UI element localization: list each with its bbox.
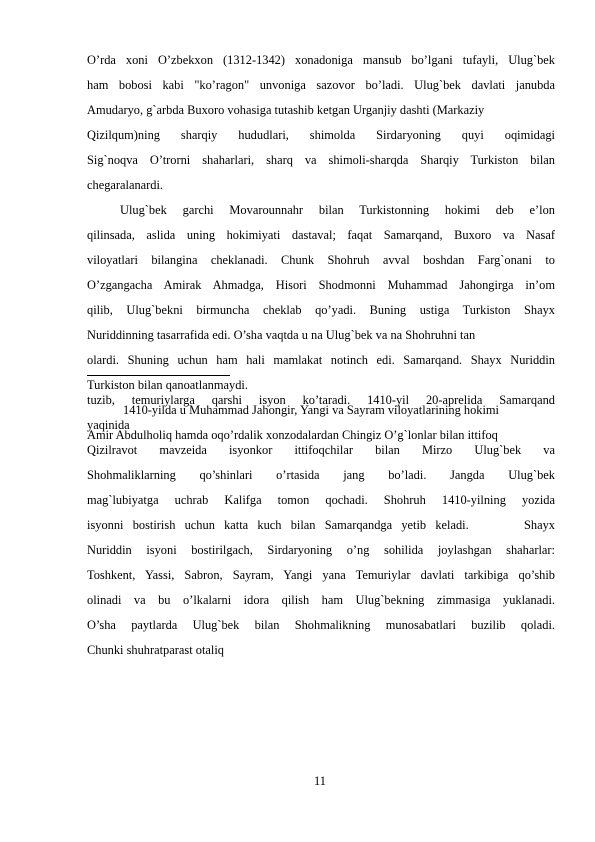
text-line: Shohmaliklarning qo’shinlari o’rtasida jang bo’ladi. Jangda Ulug`bek	[87, 468, 555, 482]
text-line: Amudaryo, g`arbda Buxoro vohasiga tutashib ketgan Urganjiy dashti (Markaziy	[87, 103, 485, 117]
page-number: 11	[314, 774, 326, 788]
text-line: qilinsada, aslida uning hokimiyati dastaval; faqat Samarqand, Buxoro va Nasaf	[87, 228, 555, 242]
text-line: 1410-yilda u Muhammad Jahongir, Yangi va Sayram viloyatlarining hokimi	[123, 403, 499, 417]
paragraph-1	[87, 48, 555, 198]
page-body-bottom	[87, 388, 555, 663]
text-line: Qizilravot mavzeida isyonkor ittifoqchilar bilan Mirzo Ulug`bek va	[87, 443, 555, 457]
text-line: O’zgangacha Amirak Ahmadga, Hisori Shodmonni Muhammad Jahongirga in’om	[87, 278, 555, 292]
paragraph-4	[87, 388, 555, 663]
text-line: mag`lubiyatga uchrab Kalifga tomon qochadi. Shohruh 1410-yilning yozida	[87, 493, 555, 507]
text-line: Turkiston bilan qanoatlanmaydi.	[87, 378, 248, 392]
text-line: ham bobosi kabi "ko’ragon" unvoniga sazovor bo’ladi. Ulug`bek davlati janubda	[87, 78, 555, 92]
text-line: olardi. Shuning uchun ham hali mamlakat notinch edi. Samarqand. Shayx Nuriddin	[87, 353, 555, 367]
text-line: Sig`noqva O’trorni shaharlari, sharq va shimoli-sharqda Sharqiy Turkiston bilan	[87, 153, 555, 167]
text-line: Amir Abdulholiq hamda oqo’rdalik xonzodalardan Chingiz O’g`lonlar bilan ittifoq	[87, 428, 498, 442]
text-line: Nuriddinning tasarrafida edi. O’sha vaqtda u na Ulug`bek va na Shohruhni tan	[87, 328, 476, 342]
footnote-separator	[87, 375, 230, 376]
text-line: chegaralanardi.	[87, 178, 164, 192]
text-line: isyonni bostirish uchun katta kuch bilan Samarqandga yetib keladi. Shayx	[87, 518, 555, 532]
text-line: yaqinida	[87, 418, 130, 432]
text-line: Ulug`bek garchi Movarounnahr bilan Turkistonning hokimi deb e’lon	[120, 203, 555, 217]
text-line: Toshkent, Yassi, Sabron, Sayram, Yangi yana Temuriylar davlati tarkibiga qo’shib	[87, 568, 555, 582]
text-line: qilib, Ulug`bekni birmuncha cheklab qo’yadi. Buning ustiga Turkiston Shayx	[87, 303, 555, 317]
text-line: tuzib, temuriylarga qarshi isyon ko’taradi. 1410-yil 20-aprelida Samarqand	[87, 393, 555, 407]
text-line: O’sha paytlarda Ulug`bek bilan Shohmalikning munosabatlari buzilib qoladi.	[87, 618, 555, 632]
paragraph-2	[87, 198, 555, 398]
text-line: O’rda xoni O’zbekxon (1312-1342) xonadoniga mansub bo’lgani tufayli, Ulug`bek	[87, 53, 555, 67]
text-line: Nuriddin isyoni bostirilgach, Sirdaryoning o’ng sohilida joylashgan shaharlar:	[87, 543, 555, 557]
text-line: viloyatlari bilangina cheklanadi. Chunk Shohruh avval boshdan Farg`onani to	[87, 253, 555, 267]
text-line: olinadi va bu o’lkalarni idora qilish ham Ulug`bekning zimmasiga yuklanadi.	[87, 593, 555, 607]
text-line: Qizilqum)ning sharqiy hududlari, shimolda Sirdaryoning quyi oqimidagi	[87, 128, 555, 142]
text-line: Chunki shuhratparast otaliq	[87, 643, 224, 657]
